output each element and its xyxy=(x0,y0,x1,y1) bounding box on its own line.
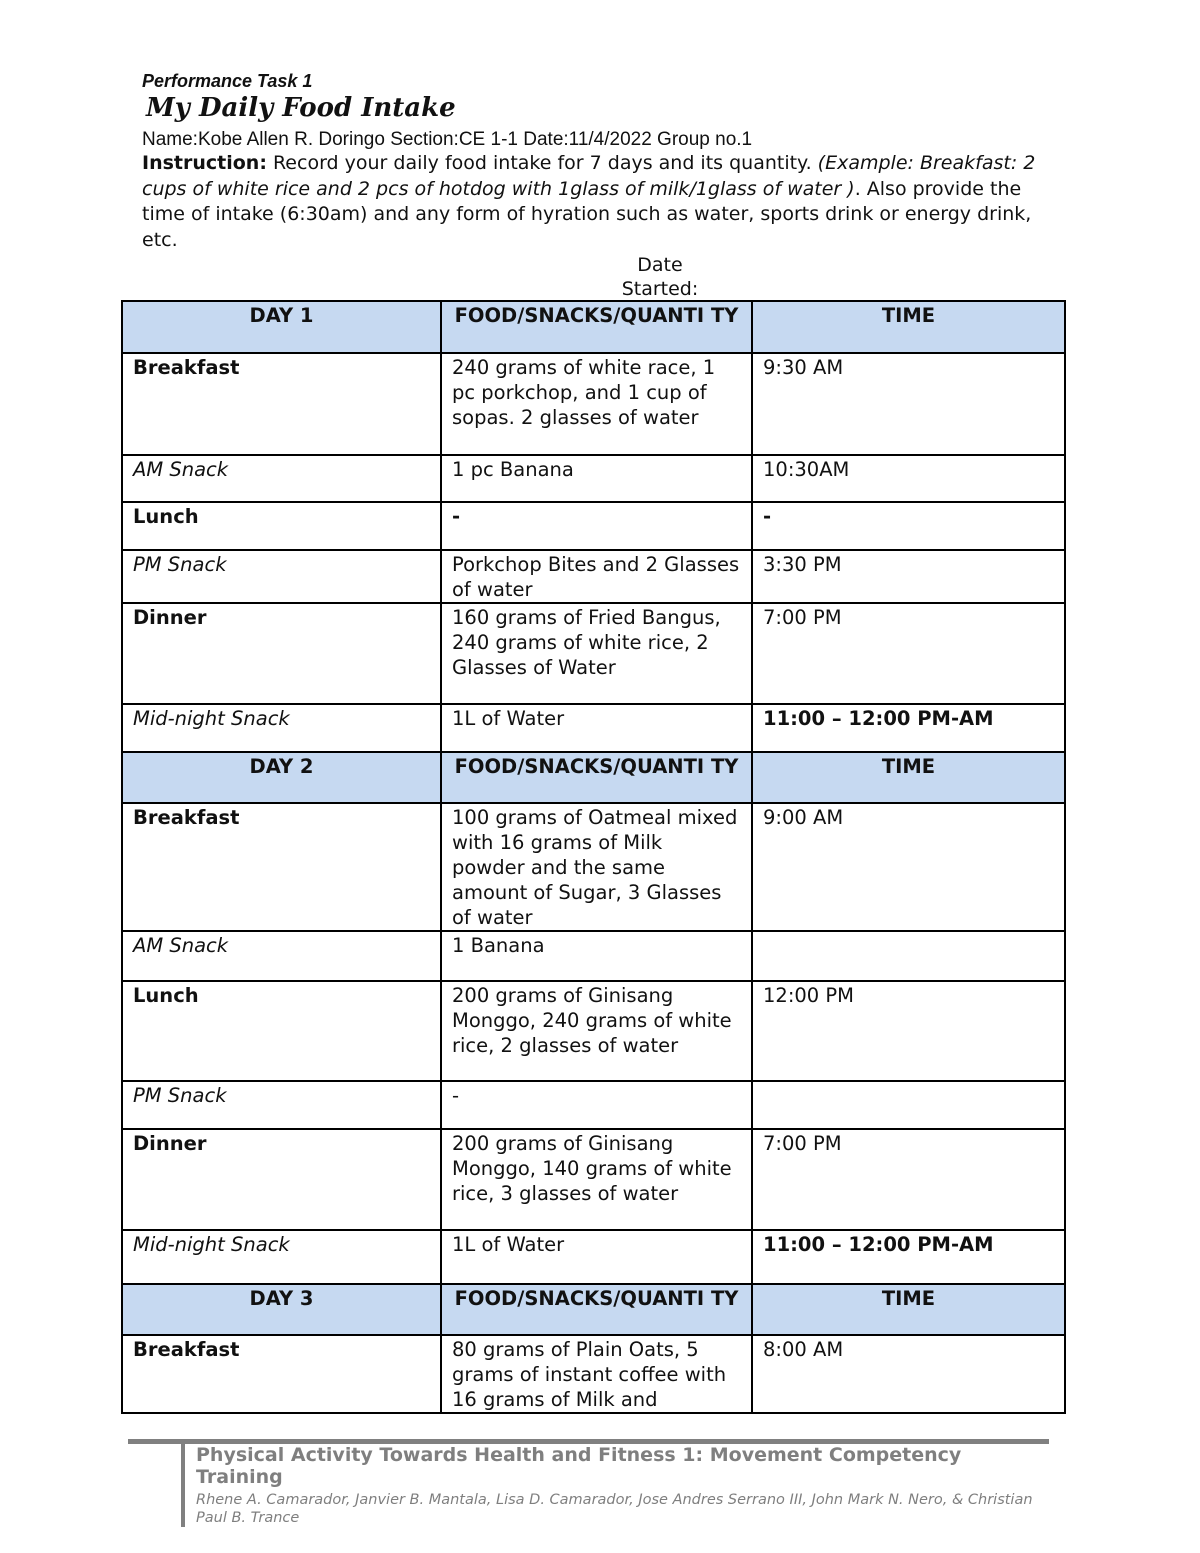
table-row xyxy=(122,1230,1065,1284)
food-cell: 160 grams of Fried Bangus, 240 grams of white rice, 2 Glasses of Water xyxy=(441,603,752,704)
food-cell: 1 pc Banana xyxy=(441,455,752,502)
food-column-header: FOOD/SNACKS/QUANTI TY xyxy=(441,1284,752,1335)
food-column-header: FOOD/SNACKS/QUANTI TY xyxy=(441,752,752,803)
table-row xyxy=(122,603,1065,704)
day-label: DAY 3 xyxy=(122,1284,441,1335)
day-label: DAY 2 xyxy=(122,752,441,803)
day-header-row xyxy=(122,1284,1065,1335)
table-row xyxy=(122,550,1065,603)
day-header-row xyxy=(122,752,1065,803)
table-row xyxy=(122,455,1065,502)
day-label: DAY 1 xyxy=(122,301,441,353)
time-cell: 11:00 – 12:00 PM-AM xyxy=(752,704,1065,752)
meal-label: PM Snack xyxy=(122,1081,441,1129)
food-cell: 80 grams of Plain Oats, 5 grams of instant coffee with 16 grams of Milk and xyxy=(441,1335,752,1413)
table-row xyxy=(122,353,1065,455)
task-label: Performance Task 1 xyxy=(142,71,313,91)
instruction-rest: . Also provide the time of intake (6:30am) and any form of hyration such as water, sports drink or energy drink, etc. xyxy=(142,177,1032,251)
instruction-label: Instruction: xyxy=(142,152,267,174)
time-column-header: TIME xyxy=(752,1284,1065,1335)
table-row xyxy=(122,981,1065,1081)
food-cell: - xyxy=(441,1081,752,1129)
time-cell: 10:30AM xyxy=(752,455,1065,502)
student-info: Name:Kobe Allen R. Doringo Section:CE 1-1 Date:11/4/2022 Group no.1 xyxy=(142,129,753,150)
meal-label: Breakfast xyxy=(122,803,441,931)
time-cell: 7:00 PM xyxy=(752,603,1065,704)
table-row xyxy=(122,1081,1065,1129)
meal-label: Dinner xyxy=(122,1129,441,1230)
food-cell: 240 grams of white race, 1 pc porkchop, and 1 cup of sopas. 2 glasses of water xyxy=(441,353,752,455)
footer-course-title: Physical Activity Towards Health and Fitness 1: Movement Competency Training xyxy=(196,1444,962,1488)
date-started-line-1: Date xyxy=(637,254,683,276)
time-cell: 9:00 AM xyxy=(752,803,1065,931)
time-cell: 9:30 AM xyxy=(752,353,1065,455)
time-cell: 12:00 PM xyxy=(752,981,1065,1081)
instruction-text: Record your daily food intake for 7 days and its quantity. xyxy=(266,152,818,174)
time-column-header: TIME xyxy=(752,752,1065,803)
table-row xyxy=(122,704,1065,752)
time-cell: 8:00 AM xyxy=(752,1335,1065,1413)
meal-label: Lunch xyxy=(122,502,441,550)
meal-label: Dinner xyxy=(122,603,441,704)
page-title: My Daily Food Intake xyxy=(146,93,456,123)
table-row xyxy=(122,502,1065,550)
food-cell: 100 grams of Oatmeal mixed with 16 grams of Milk powder and the same amount of Sugar, 3 Glasses of water xyxy=(441,803,752,931)
time-cell xyxy=(752,931,1065,981)
time-cell: 7:00 PM xyxy=(752,1129,1065,1230)
table-row xyxy=(122,931,1065,981)
meal-label: PM Snack xyxy=(122,550,441,603)
time-column-header: TIME xyxy=(752,301,1065,353)
food-cell: Porkchop Bites and 2 Glasses of water xyxy=(441,550,752,603)
meal-label: Mid-night Snack xyxy=(122,1230,441,1284)
instruction-paragraph xyxy=(142,151,1057,253)
food-intake-table xyxy=(121,300,1066,1414)
instruction-example: (Example: Breakfast: 2 cups of white rice and 2 pcs of hotdog with 1glass of milk/1glass of water ) xyxy=(142,152,1036,200)
table-row xyxy=(122,1129,1065,1230)
table-row xyxy=(122,1335,1065,1413)
food-cell: 200 grams of Ginisang Monggo, 240 grams of white rice, 2 glasses of water xyxy=(441,981,752,1081)
food-column-header: FOOD/SNACKS/QUANTI TY xyxy=(441,301,752,353)
time-cell xyxy=(752,1081,1065,1129)
meal-label: Breakfast xyxy=(122,1335,441,1413)
footer-authors: Rhene A. Camarador, Janvier B. Mantala, Lisa D. Camarador, Jose Andres Serrano III, John Mark N. Nero, & Christian Paul B. Trance xyxy=(196,1492,1033,1526)
date-started xyxy=(560,253,760,301)
food-cell: 1L of Water xyxy=(441,704,752,752)
meal-label: Lunch xyxy=(122,981,441,1081)
time-cell: 11:00 – 12:00 PM-AM xyxy=(752,1230,1065,1284)
footer-vertical-bar xyxy=(181,1441,185,1527)
meal-label: Mid-night Snack xyxy=(122,704,441,752)
date-started-line-2: Started: xyxy=(621,278,699,300)
table-row xyxy=(122,803,1065,931)
food-cell: 1L of Water xyxy=(441,1230,752,1284)
meal-label: AM Snack xyxy=(122,455,441,502)
food-cell: 200 grams of Ginisang Monggo, 140 grams of white rice, 3 glasses of water xyxy=(441,1129,752,1230)
food-cell: 1 Banana xyxy=(441,931,752,981)
time-cell: 3:30 PM xyxy=(752,550,1065,603)
meal-label: AM Snack xyxy=(122,931,441,981)
time-cell: - xyxy=(752,502,1065,550)
food-cell: - xyxy=(441,502,752,550)
meal-label: Breakfast xyxy=(122,353,441,455)
day-header-row xyxy=(122,301,1065,353)
